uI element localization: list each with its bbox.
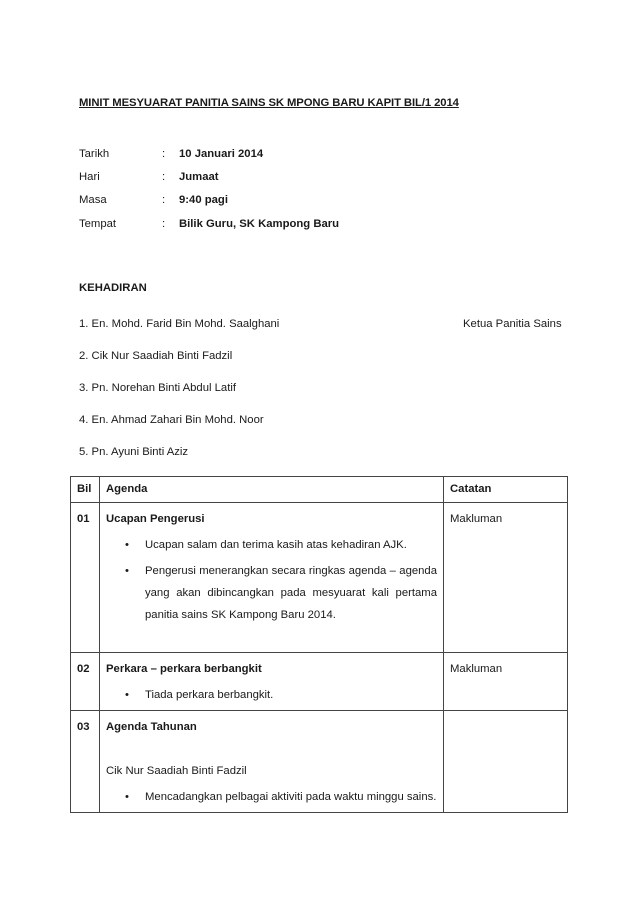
row-agenda (100, 711, 444, 813)
attendance-role: Ketua Panitia Sains (463, 318, 562, 330)
bullet-list (106, 684, 437, 706)
info-label: Hari (79, 171, 100, 183)
table-row (71, 503, 568, 653)
attendance-heading: KEHADIRAN (79, 282, 147, 294)
info-label: Tarikh (79, 148, 110, 160)
attendance-member: 4. En. Ahmad Zahari Bin Mohd. Noor (79, 414, 264, 426)
info-colon: : (162, 194, 166, 206)
list-item (106, 684, 437, 706)
attendance-member: 1. En. Mohd. Farid Bin Mohd. Saalghani (79, 318, 280, 330)
table-row (71, 711, 568, 813)
list-item-text: Mencadangkan pelbagai aktiviti pada waktu minggu sains. (145, 791, 437, 803)
info-value: Jumaat (179, 171, 219, 183)
row-agenda (100, 653, 444, 711)
bullet-list (106, 786, 437, 808)
row-catatan (444, 711, 568, 813)
table-row (71, 653, 568, 711)
info-label: Tempat (79, 218, 117, 230)
document-title: MINIT MESYUARAT PANITIA SAINS SK MPONG BARU KAPIT BIL/1 2014 (79, 97, 459, 109)
list-item (106, 534, 437, 556)
row-catatan: Makluman (444, 653, 568, 711)
agenda-table (70, 476, 568, 813)
agenda-title: Ucapan Pengerusi (106, 513, 205, 525)
list-item-text: Pengerusi menerangkan secara ringkas agenda – agenda yang akan dibincangkan pada mesyuarat kali pertama panitia sains SK Kampong Baru 2014. (145, 565, 437, 621)
bullet-icon: • (125, 791, 129, 803)
list-item (106, 786, 437, 808)
list-item (106, 560, 437, 626)
list-item-text: Ucapan salam dan terima kasih atas kehadiran AJK. (145, 539, 407, 551)
blank-line (106, 738, 437, 760)
blank-line (106, 626, 437, 648)
attendance-member: 3. Pn. Norehan Binti Abdul Latif (79, 382, 237, 394)
agenda-subtitle: Cik Nur Saadiah Binti Fadzil (106, 765, 247, 777)
bullet-icon: • (125, 565, 129, 577)
table-header-row (71, 477, 568, 503)
info-label: Masa (79, 194, 107, 206)
info-value: Bilik Guru, SK Kampong Baru (179, 218, 340, 230)
row-bil: 02 (71, 653, 100, 711)
agenda-title: Perkara – perkara berbangkit (106, 663, 262, 675)
row-bil: 03 (71, 711, 100, 813)
row-bil: 01 (71, 503, 100, 653)
bullet-icon: • (125, 539, 129, 551)
attendance-member: 5. Pn. Ayuni Binti Aziz (79, 446, 189, 458)
row-agenda (100, 503, 444, 653)
header-agenda: Agenda (100, 477, 444, 503)
header-bil: Bil (71, 477, 100, 503)
info-colon: : (162, 148, 166, 160)
attendance-member: 2. Cik Nur Saadiah Binti Fadzil (79, 350, 233, 362)
header-catatan: Catatan (444, 477, 568, 503)
info-value: 10 Januari 2014 (179, 148, 264, 160)
info-value: 9:40 pagi (179, 194, 228, 206)
info-colon: : (162, 171, 166, 183)
bullet-icon: • (125, 689, 129, 701)
list-item-text: Tiada perkara berbangkit. (145, 689, 274, 701)
row-catatan: Makluman (444, 503, 568, 653)
bullet-list (106, 534, 437, 626)
info-colon: : (162, 218, 166, 230)
agenda-title: Agenda Tahunan (106, 721, 197, 733)
